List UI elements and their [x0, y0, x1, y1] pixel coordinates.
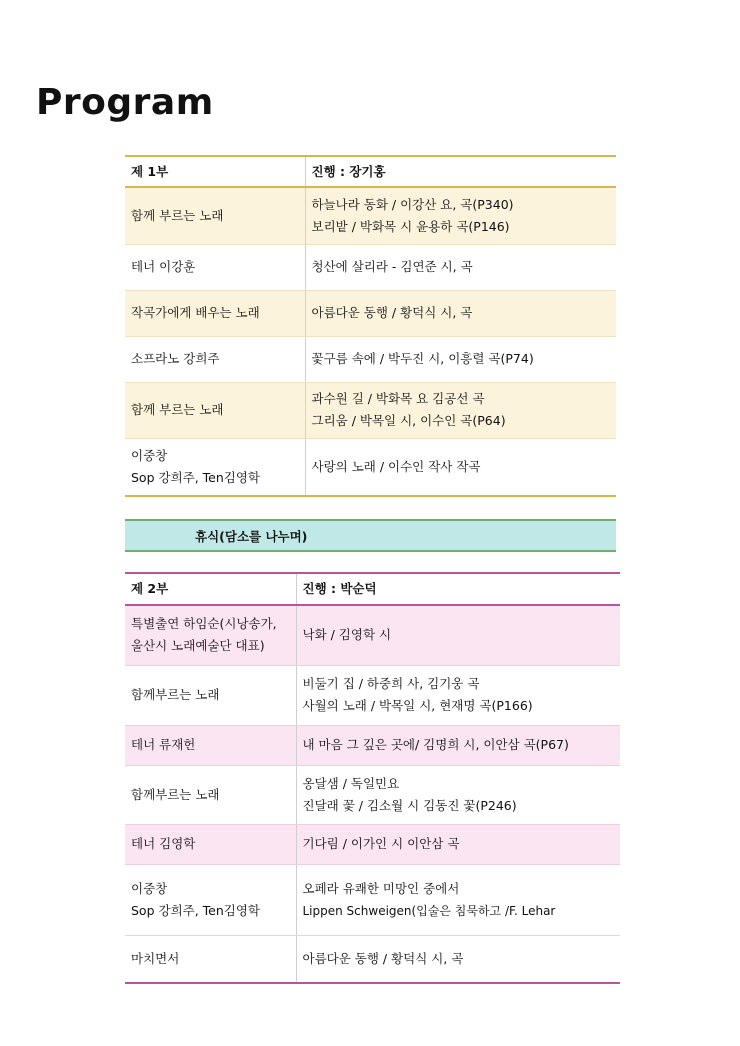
- table-row: [125, 665, 620, 725]
- performer-line: 함께 부르는 노래: [131, 402, 224, 417]
- performer-cell: [125, 290, 305, 336]
- table-row: [125, 336, 616, 382]
- performer-cell: [125, 935, 296, 983]
- performer-line: 울산시 노래예술단 대표): [131, 638, 265, 654]
- performer-line: 이중창: [131, 880, 168, 896]
- piece-line: 낙화 / 김영학 시: [302, 627, 392, 643]
- part1-host: 진행 : 장기홍: [305, 156, 616, 187]
- part1-header-row: [125, 156, 616, 187]
- performer-line: 테너 류재헌: [131, 737, 196, 752]
- table-row: [125, 864, 620, 935]
- table-row: [125, 187, 616, 244]
- intermission-banner: [125, 519, 616, 552]
- piece-line: 사랑의 노래 / 이수인 작사 작곡: [311, 458, 481, 474]
- performer-cell: [125, 824, 296, 864]
- performer-line: 소프라노 강희주: [131, 351, 220, 366]
- performer-line: 테너 김영학: [131, 836, 196, 851]
- part1-table: [125, 155, 616, 497]
- table-row: [125, 438, 616, 496]
- piece-cell: [305, 290, 616, 336]
- performer-line: Sop 강희주, Ten김영학: [131, 902, 261, 918]
- piece-line: 아름다운 동행 / 황덕식 시, 곡: [302, 950, 464, 966]
- part2-table: [125, 572, 620, 984]
- piece-line: 그리움 / 박목일 시, 이수인 곡(P64): [311, 413, 506, 428]
- performer-line: 작곡가에게 배우는 노래: [131, 305, 260, 320]
- piece-cell: [305, 244, 616, 290]
- piece-line: 하늘나라 동화 / 이강산 요, 곡(P340): [311, 196, 514, 212]
- piece-line: 보리밭 / 박화목 시 윤용하 곡(P146): [311, 218, 510, 234]
- piece-line: 사월의 노래 / 박목일 시, 현재명 곡(P166): [302, 698, 533, 713]
- table-row: [125, 725, 620, 765]
- performer-cell: [125, 864, 296, 935]
- piece-cell: [296, 824, 620, 864]
- performer-cell: [125, 438, 305, 496]
- piece-line: 청산에 살리라 - 김연준 시, 곡: [311, 259, 473, 274]
- piece-line: 비둘기 집 / 하중희 사, 김기웅 곡: [302, 676, 480, 691]
- performer-cell: [125, 187, 305, 244]
- performer-cell: [125, 382, 305, 438]
- piece-line: 꽃구름 속에 / 박두진 시, 이흥렬 곡(P74): [311, 351, 534, 366]
- piece-line: 과수원 길 / 박화목 요 김공선 곡: [311, 391, 485, 406]
- page-title: Program: [36, 82, 214, 123]
- performer-line: 함께부르는 노래: [131, 786, 220, 802]
- performer-cell: [125, 605, 296, 665]
- performer-line: 함께 부르는 노래: [131, 207, 224, 223]
- part2-header-label: 제 2부: [125, 573, 296, 605]
- part2-host: 진행 : 박순덕: [296, 573, 620, 605]
- table-row: [125, 824, 620, 864]
- performer-line: 이중창: [131, 447, 168, 463]
- piece-line: 내 마음 그 깊은 곳에/ 김명희 시, 이안삼 곡(P67): [302, 737, 569, 752]
- performer-cell: [125, 665, 296, 725]
- performer-cell: [125, 336, 305, 382]
- performer-cell: [125, 765, 296, 824]
- piece-cell: [305, 382, 616, 438]
- table-row: [125, 290, 616, 336]
- table-row: [125, 765, 620, 824]
- piece-line: 오페라 유쾌한 미망인 중에서: [302, 880, 460, 896]
- piece-line: 아름다운 동행 / 황덕식 시, 곡: [311, 305, 473, 320]
- piece-cell: [305, 187, 616, 244]
- piece-line: Lippen Schweigen(입술은 침묵하고 /F. Lehar: [302, 903, 556, 918]
- part1-header-label: 제 1부: [125, 156, 305, 187]
- piece-line: 기다림 / 이가인 시 이안삼 곡: [302, 836, 460, 851]
- piece-cell: [296, 665, 620, 725]
- part2-header-row: [125, 573, 620, 605]
- table-row: [125, 244, 616, 290]
- piece-cell: [296, 935, 620, 983]
- performer-cell: [125, 725, 296, 765]
- piece-cell: [296, 605, 620, 665]
- piece-cell: [305, 336, 616, 382]
- piece-cell: [296, 725, 620, 765]
- performer-line: 마치면서: [131, 950, 180, 966]
- table-row: [125, 605, 620, 665]
- piece-line: 옹달샘 / 독일민요: [302, 775, 400, 791]
- performer-line: 테너 이강훈: [131, 259, 196, 274]
- performer-line: 함께부르는 노래: [131, 687, 220, 702]
- performer-line: 특별출연 하임순(시낭송가,: [131, 616, 277, 632]
- performer-cell: [125, 244, 305, 290]
- table-row: [125, 382, 616, 438]
- piece-cell: [296, 765, 620, 824]
- table-row: [125, 935, 620, 983]
- piece-cell: [296, 864, 620, 935]
- piece-line: 진달래 꽃 / 김소월 시 김동진 꽃(P246): [302, 797, 517, 813]
- intermission-label: 휴식(담소를 나누며): [195, 529, 308, 544]
- piece-cell: [305, 438, 616, 496]
- performer-line: Sop 강희주, Ten김영학: [131, 469, 261, 485]
